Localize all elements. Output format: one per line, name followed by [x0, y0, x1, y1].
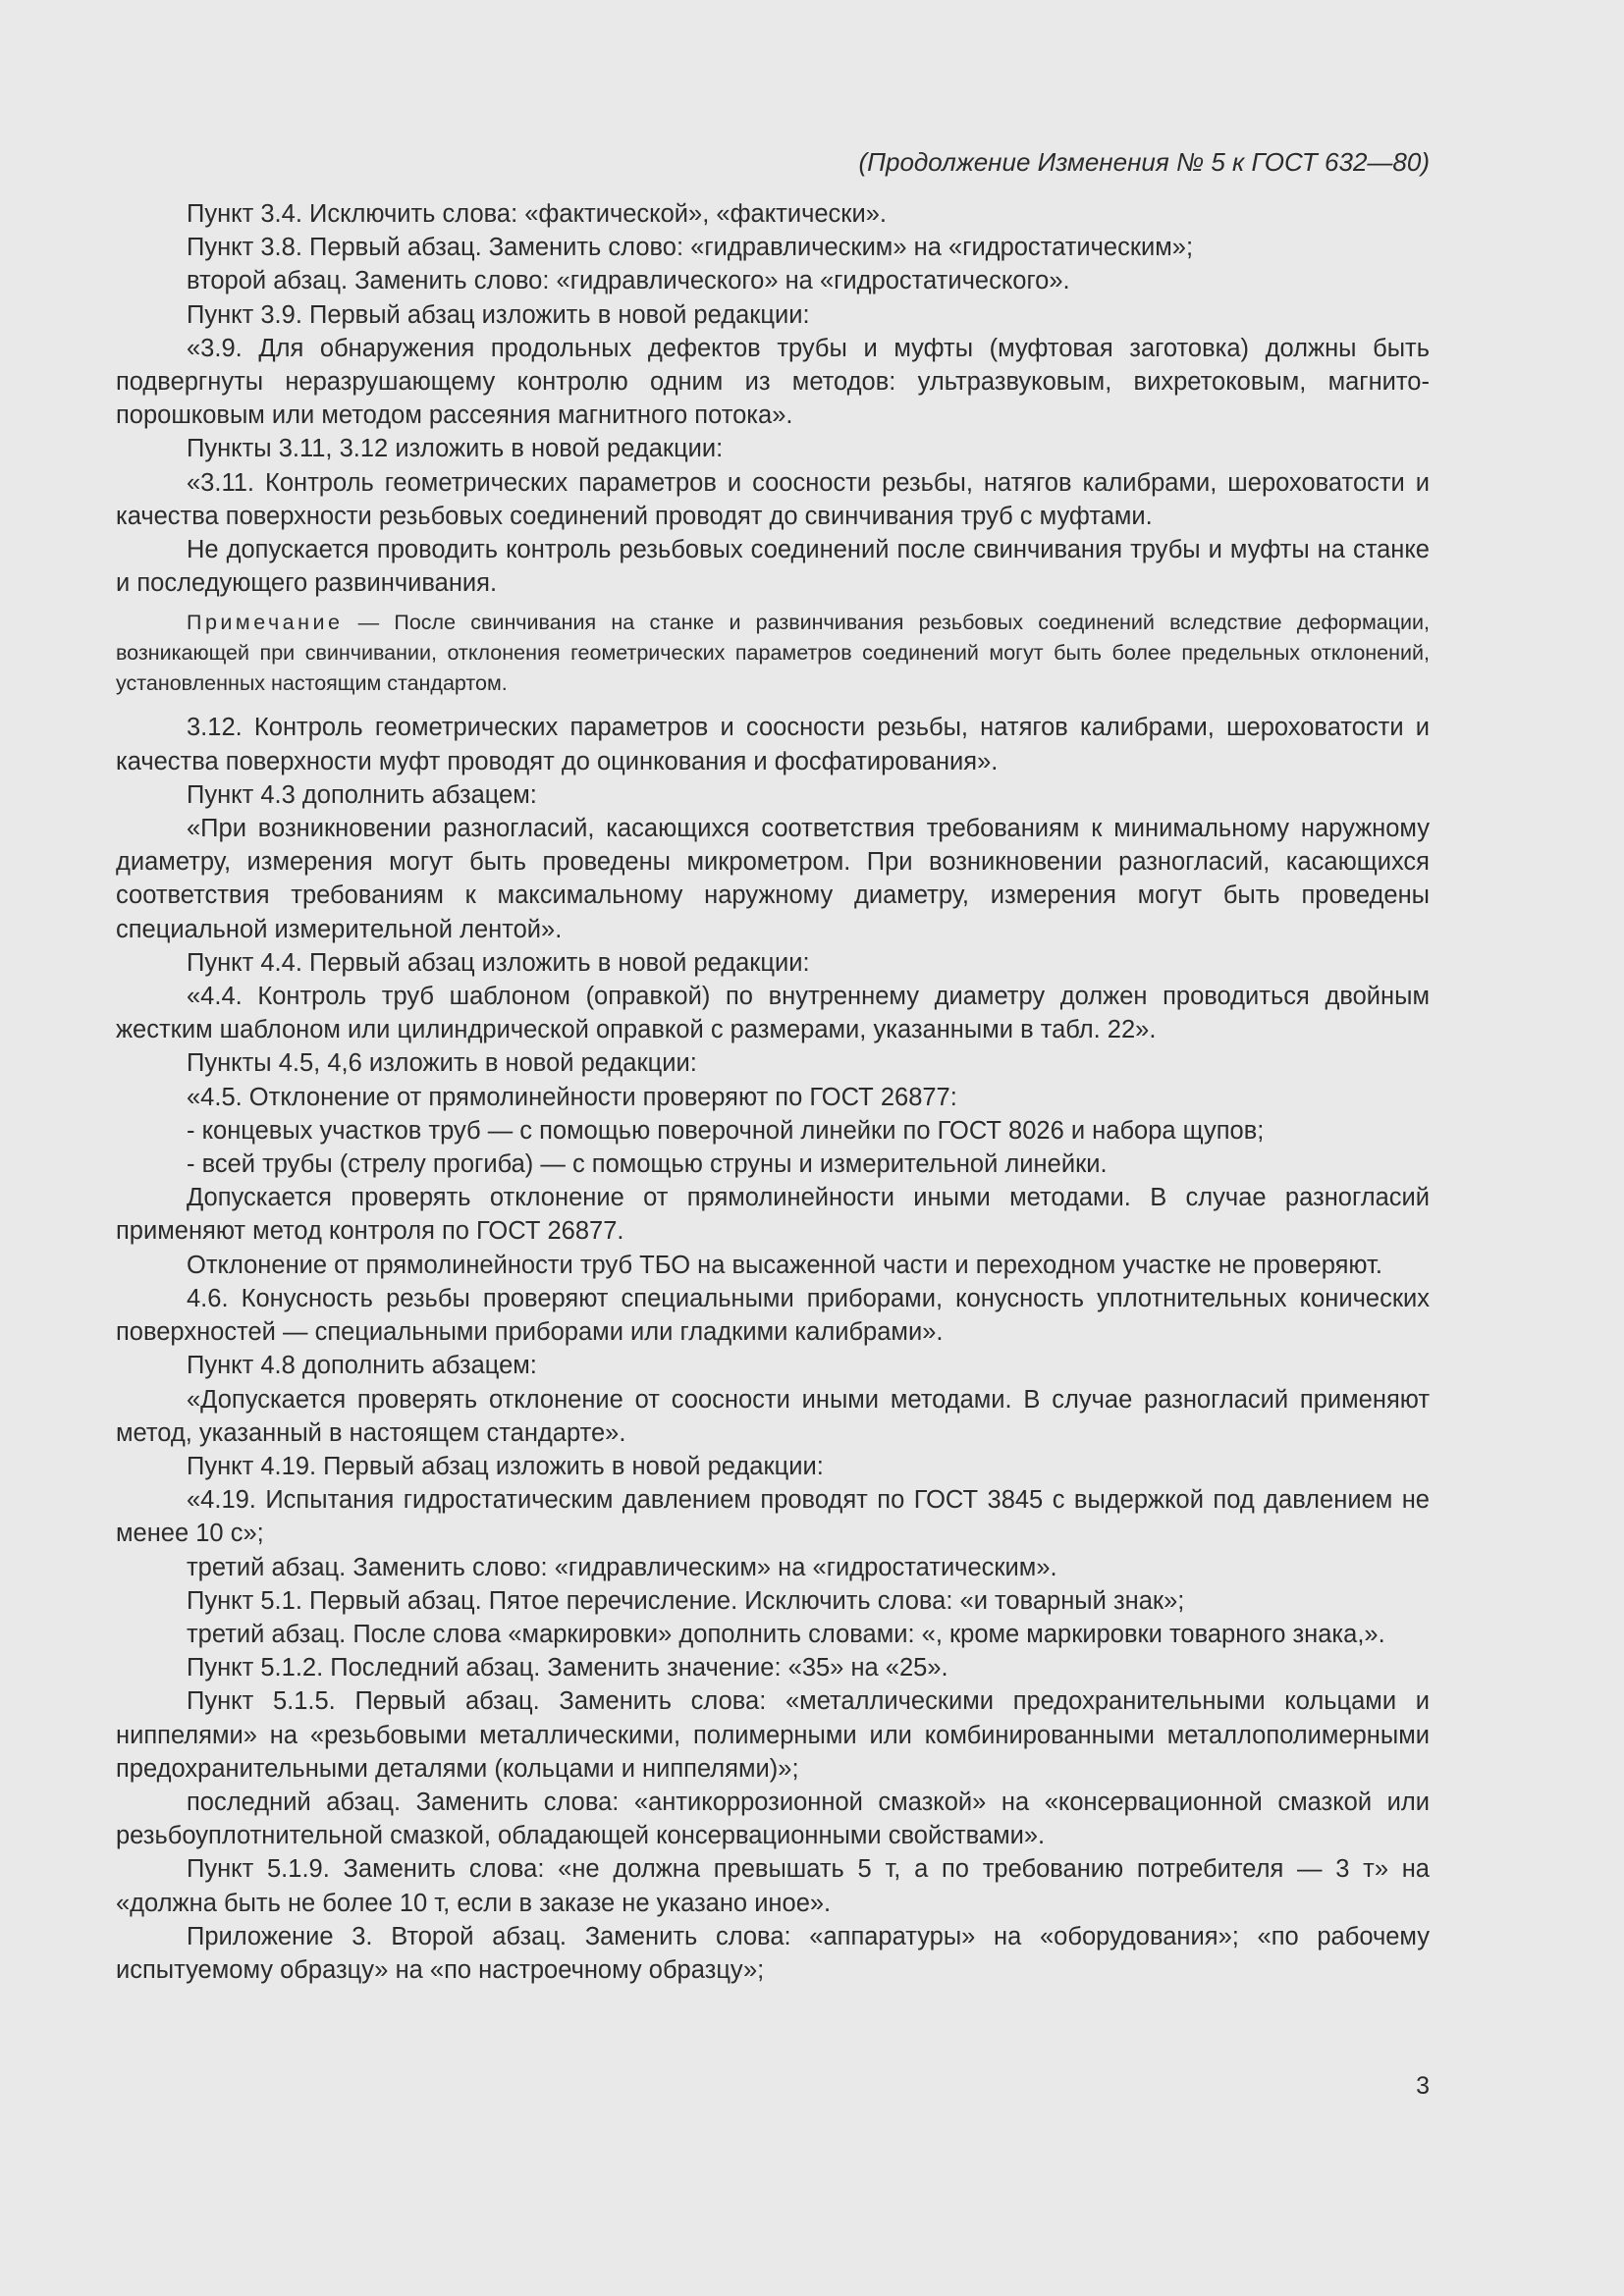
paragraph: 4.6. Конусность резьбы проверяют специальными приборами, конусность уплотнительных конических поверхностей — специальными приборами или гладкими калибрами». [116, 1284, 1430, 1347]
note-paragraph [116, 608, 1430, 699]
paragraph: Пункты 4.5, 4,6 изложить в новой редакции: [187, 1049, 697, 1078]
paragraph: «Допускается проверять отклонение от соосности иными методами. В случае разногласий применяют метод, указанный в настоящем стандарте». [116, 1385, 1430, 1447]
paragraph: Пункт 4.8 дополнить абзацем: [187, 1352, 537, 1380]
paragraph: 3.12. Контроль геометрических параметров и соосности резьбы, натягов калибрами, шероховатости и качества поверхности муфт проводят до оцинкования и фосфатирования». [116, 714, 1430, 775]
paragraph: Пункт 3.8. Первый абзац. Заменить слово: «гидравлическим» на «гидростатическим»; [187, 234, 1194, 262]
paragraph: Пункт 3.4. Исключить слова: «фактической», «фактически». [187, 200, 887, 228]
document-body [116, 142, 1430, 1987]
paragraph: «3.11. Контроль геометрических параметров и соосности резьбы, натягов калибрами, шероховатости и качества поверхности резьбовых соединений проводят до свинчивания труб с муфтами. [116, 468, 1430, 530]
paragraph: Допускается проверять отклонение от прямолинейности иными методами. В случае разногласий применяют метод контроля по ГОСТ 26877. [116, 1184, 1430, 1246]
paragraph: «4.5. Отклонение от прямолинейности проверяют по ГОСТ 26877: [187, 1083, 957, 1111]
paragraph: - концевых участков труб — с помощью поверочной линейки по ГОСТ 8026 и набора щупов; [187, 1116, 1265, 1145]
paragraph: Не допускается проводить контроль резьбовых соединений после свинчивания трубы и муфты на станке и последующего развинчивания. [116, 536, 1430, 598]
paragraph: последний абзац. Заменить слова: «антикоррозионной смазкой» на «консервационной смазкой или резьбоуплотнительной смазкой, обладающей консервационными свойствами». [116, 1788, 1430, 1850]
paragraph: третий абзац. Заменить слово: «гидравлическим» на «гидростатическим». [187, 1553, 1057, 1581]
paragraph: Пункт 4.3 дополнить абзацем: [187, 780, 537, 809]
paragraph: Пункт 5.1.2. Последний абзац. Заменить значение: «35» на «25». [187, 1654, 948, 1682]
paragraph: второй абзац. Заменить слово: «гидравлического» на «гидростатического». [187, 267, 1070, 295]
paragraph: Пункт 5.1. Первый абзац. Пятое перечисление. Исключить слова: «и товарный знак»; [187, 1586, 1185, 1615]
paragraph: «4.19. Испытания гидростатическим давлением проводят по ГОСТ 3845 с выдержкой под давлением не менее 10 с»; [116, 1486, 1430, 1548]
paragraph: «4.4. Контроль труб шаблоном (оправкой) по внутреннему диаметру должен проводиться двойным жестким шаблоном или цилиндрической оправкой с размерами, указанными в табл. 22». [116, 983, 1430, 1044]
page-number: 3 [1416, 2072, 1430, 2100]
paragraph: Пункты 3.11, 3.12 изложить в новой редакции: [187, 435, 724, 463]
continuation-header: (Продолжение Изменения № 5 к ГОСТ 632—80) [858, 147, 1430, 177]
paragraph: Пункт 4.19. Первый абзац изложить в новой редакции: [187, 1452, 824, 1480]
paragraph: Пункт 3.9. Первый абзац изложить в новой редакции: [187, 300, 810, 329]
paragraph: Пункт 4.4. Первый абзац изложить в новой редакции: [187, 948, 810, 977]
paragraph: «3.9. Для обнаружения продольных дефектов трубы и муфты (муфтовая заготовка) должны быть подвергнуты неразрушающему контролю одним из методов: ультразвуковым, вихретоковым, магнито-порошковым или методом рассеяния магнитного потока». [116, 334, 1430, 430]
paragraph: третий абзац. После слова «маркировки» дополнить словами: «, кроме маркировки товарного знака,». [187, 1620, 1385, 1648]
paragraph: «При возникновении разногласий, касающихся соответствия требованиям к минимальному наружному диаметру, измерения могут быть проведены микрометром. При возникновении разногласий, касающихся соответствия требованиям к максимальному наружному диаметру, измерения могут быть проведены специальной измерительной лентой». [116, 815, 1430, 943]
paragraph: Пункт 5.1.5. Первый абзац. Заменить слова: «металлическими предохранительными кольцами и ниппелями» на «резьбовыми металлическими, полимерными или комбинированными металлополимерными предохранительными деталями (кольцами и ниппелями)»; [116, 1687, 1430, 1783]
note-text: — После свинчивания на станке и развинчивания резьбовых соединений вследствие деформации, возникающей при свинчивании, отклонения геометрических параметров соединений могут быть более предельных отклонений, установленных настоящим стандартом. [116, 611, 1430, 696]
paragraph: Пункт 5.1.9. Заменить слова: «не должна превышать 5 т, а по требованию потребителя — 3 т» на «должна быть не более 10 т, если в заказе не указано иное». [116, 1855, 1430, 1917]
note-label: Примечание [187, 611, 344, 635]
paragraph: Приложение 3. Второй абзац. Заменить слова: «аппаратуры» на «оборудования»; «по рабочему испытуемому образцу» на «по настроечному образцу»; [116, 1922, 1430, 1984]
paragraph: - всей трубы (стрелу прогиба) — с помощью струны и измерительной линейки. [187, 1150, 1108, 1179]
paragraph: Отклонение от прямолинейности труб ТБО на высаженной части и переходном участке не проверяют. [187, 1251, 1382, 1279]
